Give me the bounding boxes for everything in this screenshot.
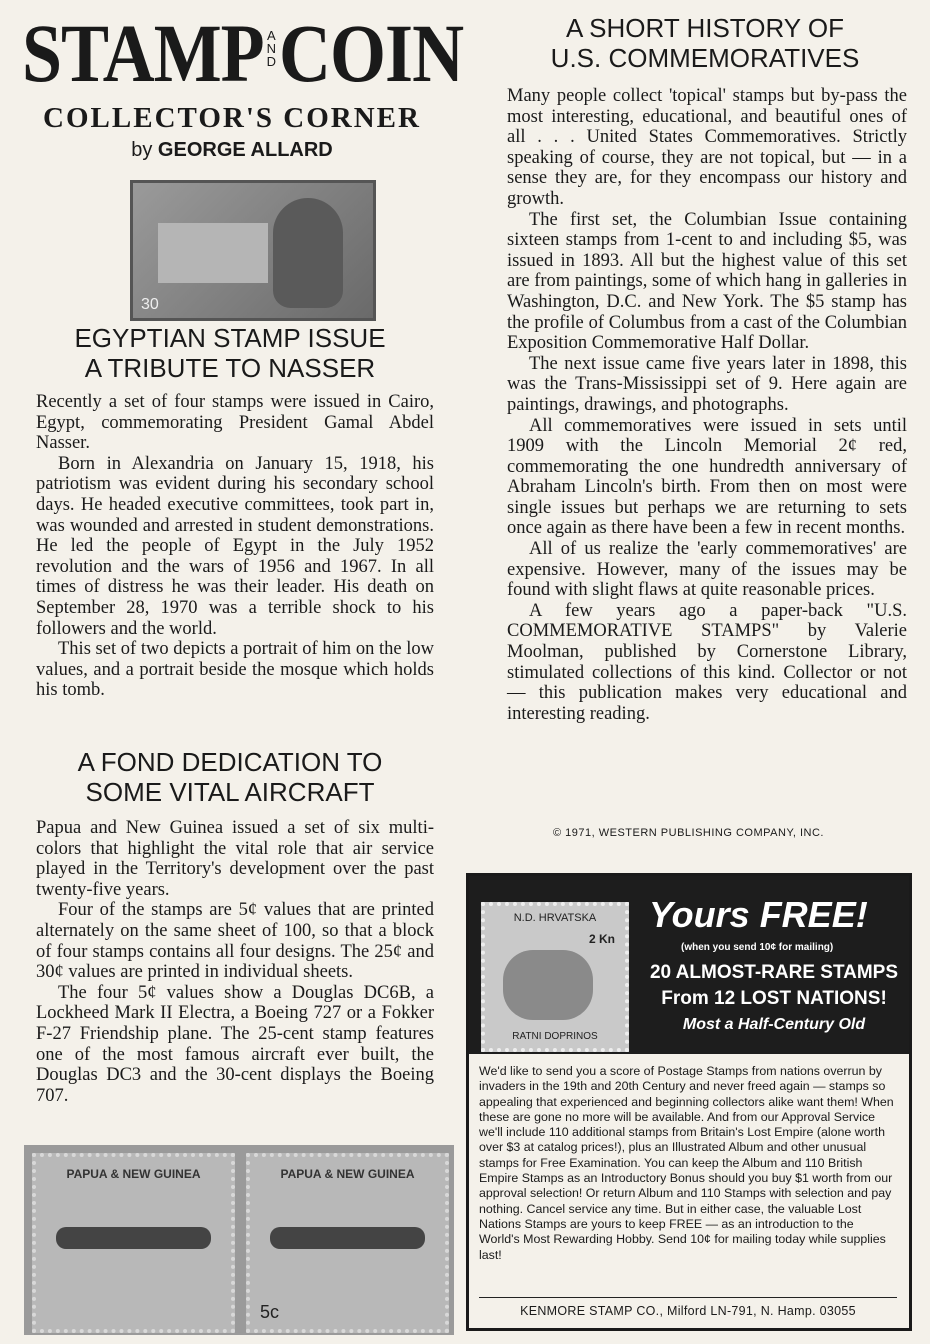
article3-paragraph: A few years ago a paper-back "U.S. COMMEMORATIVE STAMPS" by Valerie Moolman, published by Cornerstone Library, stimulated collections of this kind. Collector or not — this publication makes very educational and interesting reading. bbox=[507, 600, 907, 724]
article2-body bbox=[36, 818, 434, 1106]
ad-stamp-image bbox=[481, 902, 629, 1052]
article3-paragraph: The next issue came five years later in 1898, this was the Trans-Mississippi set of 9. Here again are paintings, drawings, and photographs. bbox=[507, 353, 907, 415]
article1-heading bbox=[30, 324, 430, 384]
article2-heading-line2: SOME VITAL AIRCRAFT bbox=[85, 776, 375, 807]
masthead-and bbox=[267, 29, 276, 68]
byline bbox=[22, 139, 442, 162]
stamp-title: PAPUA & NEW GUINEA bbox=[66, 1167, 201, 1181]
article3-paragraph: Many people collect 'topical' stamps but by-pass the most interesting, educational, and beautiful ones of all . . . United States Commemoratives. Strictly speaking of course, they are not topical, but — in a sense they are, for they encompass our history and growth. bbox=[507, 86, 907, 209]
article1-paragraph: Recently a set of four stamps were issued in Cairo, Egypt, commemorating President Gamal Abdel Nasser. bbox=[36, 392, 434, 454]
nasser-stamp-image bbox=[130, 180, 376, 321]
masthead bbox=[22, 7, 464, 162]
copyright-notice: © 1971, WESTERN PUBLISHING COMPANY, INC. bbox=[553, 827, 824, 839]
ad-body-text: We'd like to send you a score of Postage Stamps from nations overrun by invaders in the 19th and 20th Century and never freed again — stamps so appealing that experienced and beginning collectors alike want them! When these are gone no more will be available. And from our Approval Service we'll include 110 additional stamps from Britain's Lost Empire (alone worth over $3 at catalog prices!), plus an Illustrated Album and other unusual stamps for Free Examination. You can keep the Album and 110 British Empire Stamps as an Introductory Bonus should you buy $1 worth from our approval selection! Or return Album and 110 Stamps with selection and pay nothing. Cancel service any time. But in either case, the valuable Lost Nations Stamps are yours to keep FREE — as an introduction to the World's Most Rewarding Hobby. Send 10¢ for mailing today while supplies last! bbox=[479, 1064, 894, 1262]
portrait-illustration bbox=[503, 950, 593, 1020]
article2-heading bbox=[30, 748, 430, 808]
ad-banner bbox=[469, 876, 909, 1054]
ad-stamp-value: 2 Kn bbox=[588, 932, 615, 946]
byline-by: by bbox=[131, 139, 153, 161]
ad-stamp-header: N.D. HRVATSKA bbox=[513, 912, 597, 924]
article3-heading bbox=[500, 14, 910, 74]
byline-author: GEORGE ALLARD bbox=[157, 139, 333, 161]
article1-body bbox=[36, 392, 434, 701]
ad-stamp-footer: RATNI DOPRINOS bbox=[512, 1031, 598, 1042]
aircraft-stamp bbox=[32, 1153, 235, 1333]
stamp-value: 30 bbox=[141, 296, 159, 313]
stamp-title: PAPUA & NEW GUINEA bbox=[280, 1167, 415, 1181]
portrait-illustration bbox=[273, 198, 343, 308]
masthead-stamp: STAMP bbox=[22, 7, 264, 100]
ad-footer-address: KENMORE STAMP CO., Milford LN-791, N. Hamp. 03055 bbox=[479, 1297, 897, 1318]
and-n: N bbox=[266, 40, 277, 56]
masthead-title bbox=[22, 7, 464, 100]
mosque-illustration bbox=[158, 223, 268, 283]
ad-offer-line3: Most a Half-Century Old bbox=[682, 1016, 866, 1033]
article2-paragraph: Papua and New Guinea issued a set of six multi-colors that highlight the vital role that air service played in the Territory's development over the past twenty-five years. bbox=[36, 818, 434, 900]
ad-headline: Yours FREE! bbox=[649, 894, 868, 935]
article1-heading-line2: A TRIBUTE TO NASSER bbox=[84, 352, 376, 383]
and-a: A bbox=[267, 27, 276, 43]
article3-paragraph: All of us realize the 'early commemoratives' are expensive. However, many of the issues may be found with slight flaws at quite reasonable prices. bbox=[507, 539, 907, 601]
stamp-value: 5c bbox=[260, 1302, 280, 1322]
ad-mailing-note: (when you send 10¢ for mailing) bbox=[681, 942, 834, 953]
masthead-coin: COIN bbox=[279, 7, 464, 100]
article2-heading-line1: A FOND DEDICATION TO bbox=[77, 747, 383, 777]
article3-body bbox=[507, 86, 907, 724]
article2-paragraph: The four 5¢ values show a Douglas DC6B, a Lockheed Mark II Electra, a Boeing 727 or a Fokker F-27 Friendship plane. The 25-cent stamp features one of the most famous aircraft ever built, the Douglas DC3 and the 30-cent displays the Boeing 707. bbox=[36, 982, 434, 1106]
article2-paragraph: Four of the stamps are 5¢ values that are printed alternately on the same sheet of 100, so that a block of four stamps contains all four designs. The 25¢ and 30¢ values are printed in individual sheets. bbox=[36, 900, 434, 983]
masthead-subtitle: COLLECTOR'S CORNER bbox=[43, 102, 421, 134]
article3-paragraph: All commemoratives were issued in sets until 1909 with the Lincoln Memorial 2¢ red, commemorating the one hundredth anniversary of Abraham Lincoln's birth. From then on most were single issues but perhaps we are returning to sets once again as there have been a few in recent months. bbox=[507, 415, 907, 539]
ad-offer-line1: 20 ALMOST-RARE STAMPS bbox=[649, 962, 899, 983]
ad-offer-line2: From 12 LOST NATIONS! bbox=[661, 988, 887, 1009]
and-d: D bbox=[266, 53, 277, 69]
article1-paragraph: Born in Alexandria on January 15, 1918, his patriotism was evident during his secondary school days. He headed executive committees, took part in, was wounded and arrested in student demonstrations. He led the people of Egypt in the July 1952 revolution and the wars of 1956 and 1967. In all times of distress he was their leader. His death on September 28, 1970 was a terrible shock to his followers and the world. bbox=[36, 453, 434, 639]
aircraft-stamp bbox=[246, 1153, 449, 1333]
article1-paragraph: This set of two depicts a portrait of him on the low values, and a portrait beside the mosque which holds his tomb. bbox=[36, 639, 434, 701]
advertisement bbox=[466, 873, 912, 1331]
article1-heading-line1: EGYPTIAN STAMP ISSUE bbox=[74, 323, 386, 353]
plane-icon bbox=[270, 1227, 425, 1249]
article3-paragraph: The first set, the Columbian Issue containing sixteen stamps from 1-cent to and including $5, was issued in 1893. All but the highest value of this set are from paintings, some of which hang in galleries in Washington, D.C. and New York. The $5 stamp has the profile of Columbus from a cast of the Columbian Exposition Commemorative Half Dollar. bbox=[507, 209, 907, 354]
article3-heading-line1: A SHORT HISTORY OF bbox=[566, 13, 844, 43]
aircraft-stamps-image bbox=[24, 1145, 454, 1335]
article3-heading-line2: U.S. COMMEMORATIVES bbox=[550, 42, 860, 73]
plane-icon bbox=[56, 1227, 211, 1249]
